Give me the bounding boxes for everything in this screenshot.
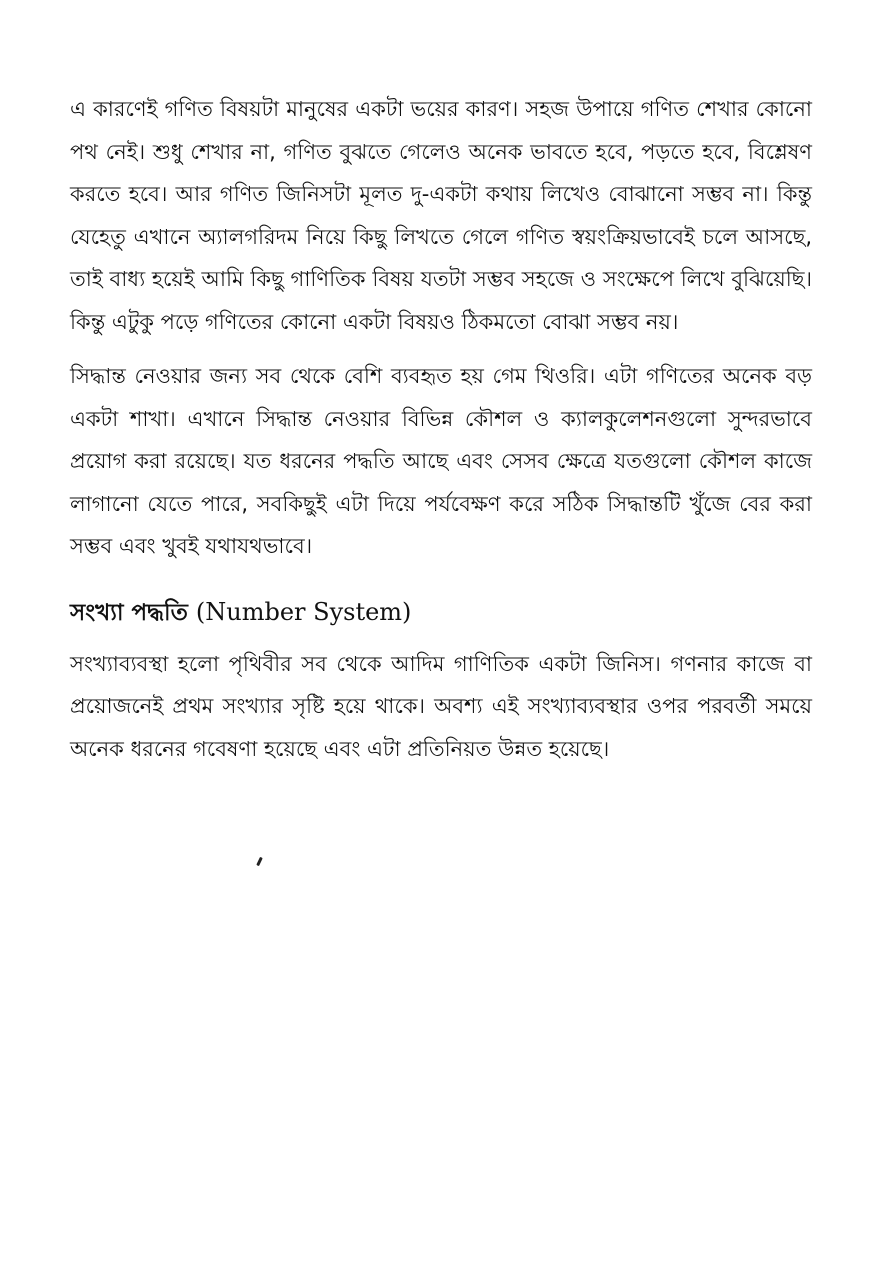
page-content	[70, 88, 812, 770]
paragraph-math-fear: এ কারণেই গণিত বিষয়টা মানুষের একটা ভয়ের কারণ। সহজ উপায়ে গণিত শেখার কোনো পথ নেই। শুধু শেখার না, গণিত বুঝতে গেলেও অনেক ভাবতে হবে, পড়তে হবে, বিশ্লেষণ করতে হবে। আর গণিত জিনিসটা মূলত দু-একটা কথায় লিখেও বোঝানো সম্ভব না। কিন্তু যেহেতু এখানে অ্যালগরিদম নিয়ে কিছু লিখতে গেলে গণিত স্বয়ংক্রিয়ভাবেই চলে আসছে, তাই বাধ্য হয়েই আমি কিছু গাণিতিক বিষয় যতটা সম্ভব সহজে ও সংক্ষেপে লিখে বুঝিয়েছি। কিন্তু এটুকু পড়ে গণিতের কোনো একটা বিষয়ও ঠিকমতো বোঝা সম্ভব নয়।	[70, 97, 812, 334]
pen-mark	[256, 857, 263, 866]
paragraph-game-theory: সিদ্ধান্ত নেওয়ার জন্য সব থেকে বেশি ব্যবহৃত হয় গেম থিওরি। এটা গণিতের অনেক বড় একটা শাখা। এখানে সিদ্ধান্ত নেওয়ার বিভিন্ন কৌশল ও ক্যালকুলেশনগুলো সুন্দরভাবে প্রয়োগ করা রয়েছে। যত ধরনের পদ্ধতি আছে এবং সেসব ক্ষেত্রে যতগুলো কৌশল কাজে লাগানো যেতে পারে, সবকিছুই এটা দিয়ে পর্যবেক্ষণ করে সঠিক সিদ্ধান্তটি খুঁজে বের করা সম্ভব এবং খুবই যথাযথভাবে।	[70, 364, 812, 558]
section-heading-bengali: সংখ্যা পদ্ধতি	[70, 599, 188, 626]
section-spacer	[70, 568, 812, 590]
section-heading-english: (Number System)	[195, 597, 412, 626]
section-heading-number-system	[70, 590, 812, 635]
paragraph-number-system: সংখ্যাব্যবস্থা হলো পৃথিবীর সব থেকে আদিম গাণিতিক একটা জিনিস। গণনার কাজে বা প্রয়োজনেই প্রথম সংখ্যার সৃষ্টি হয়ে থাকে। অবশ্য এই সংখ্যাব্যবস্থার ওপর পরবর্তী সময়ে অনেক ধরনের গবেষণা হয়েছে এবং এটা প্রতিনিয়ত উন্নত হয়েছে।	[70, 651, 812, 761]
